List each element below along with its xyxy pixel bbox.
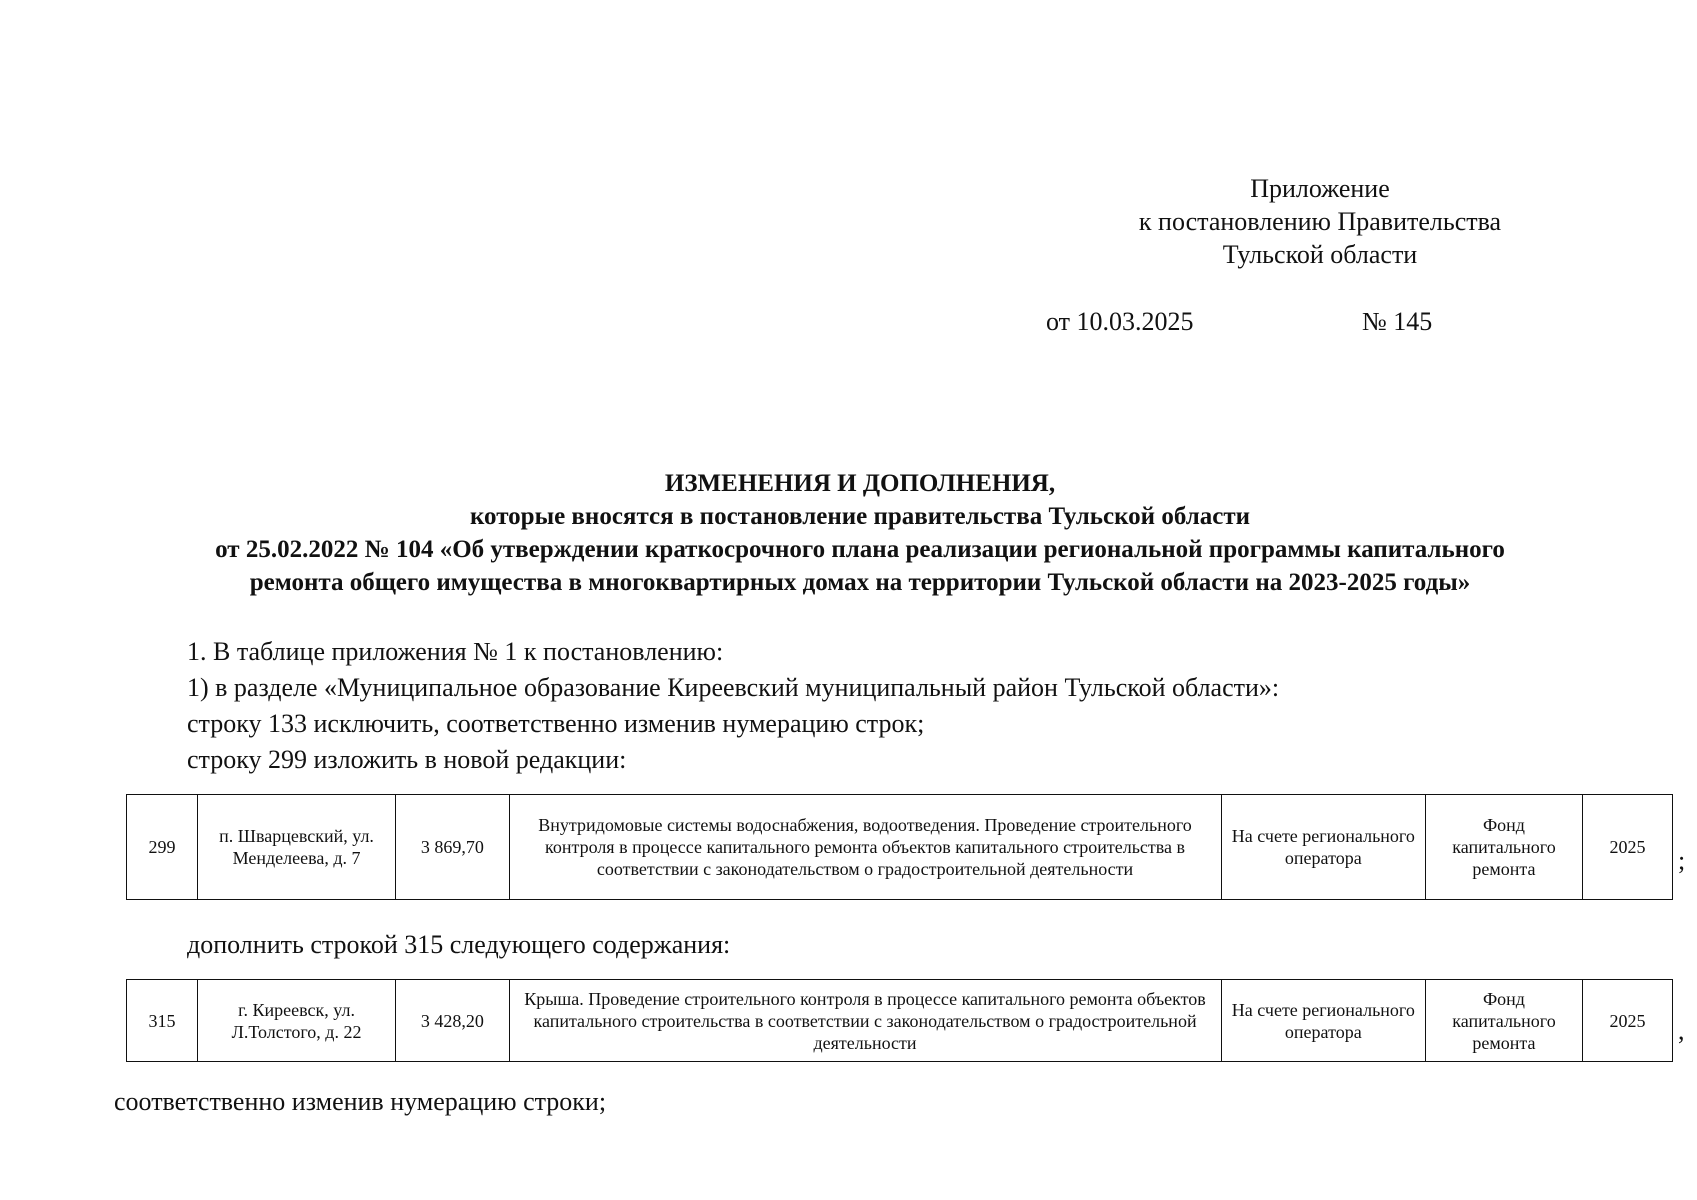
funding-source-cell: Фонд капитального ремонта — [1426, 980, 1583, 1062]
area-cell: 3 869,70 — [396, 795, 509, 900]
title-line-3: от 25.02.2022 № 104 «Об утверждении краткосрочного плана реализации региональной программы капитального — [215, 536, 1505, 563]
document-number: № 145 — [1362, 307, 1433, 336]
account-cell: На счете регионального оператора — [1221, 795, 1426, 900]
works-cell: Крыша. Проведение строительного контроля в процессе капитального ремонта объектов капитального строительства в соответствии с законодательством о градостроительной деятельности — [509, 980, 1221, 1062]
funding-source-cell: Фонд капитального ремонта — [1426, 795, 1583, 900]
paragraph-6: соответственно изменив нумерацию строки; — [114, 1087, 607, 1116]
appendix-header — [1090, 172, 1550, 271]
paragraph-2: 1) в разделе «Муниципальное образование Киреевский муниципальный район Тульской области»: — [187, 673, 1280, 702]
row-number-cell: 299 — [127, 795, 198, 900]
paragraph-1: 1. В таблице приложения № 1 к постановлению: — [187, 637, 724, 666]
table-row — [127, 795, 1673, 900]
paragraph-4: строку 299 изложить в новой редакции: — [187, 745, 627, 774]
table-row — [127, 980, 1673, 1062]
document-title — [100, 467, 1620, 599]
appendix-line-3: Тульской области — [1222, 240, 1418, 269]
paragraph-3: строку 133 исключить, соответственно изменив нумерацию строк; — [187, 709, 925, 738]
appendix-line-2: к постановлению Правительства — [1138, 207, 1502, 236]
table-2-trailing-punctuation: , — [1678, 1016, 1685, 1045]
year-cell: 2025 — [1582, 795, 1672, 900]
title-line-1: ИЗМЕНЕНИЯ И ДОПОЛНЕНИЯ, — [664, 470, 1056, 497]
amendment-table-row-299 — [126, 794, 1673, 900]
table-1-trailing-punctuation: ; — [1678, 846, 1686, 875]
document-date: от 10.03.2025 — [1046, 307, 1194, 336]
amendment-table-row-315 — [126, 979, 1673, 1062]
area-cell: 3 428,20 — [396, 980, 509, 1062]
title-line-2: которые вносятся в постановление правительства Тульской области — [469, 503, 1251, 530]
title-line-4: ремонта общего имущества в многоквартирных домах на территории Тульской области на 2023-2025 годы» — [249, 569, 1471, 596]
address-cell: п. Шварцевский, ул. Менделеева, д. 7 — [197, 795, 395, 900]
works-cell: Внутридомовые системы водоснабжения, водоотведения. Проведение строительного контроля в процессе капитального ремонта объектов капитального строительства в соответствии с законодательством о градостроительной деятельности — [509, 795, 1221, 900]
row-number-cell: 315 — [127, 980, 198, 1062]
year-cell: 2025 — [1582, 980, 1672, 1062]
paragraph-5: дополнить строкой 315 следующего содержания: — [187, 930, 731, 959]
account-cell: На счете регионального оператора — [1221, 980, 1426, 1062]
appendix-line-1: Приложение — [1250, 174, 1390, 203]
address-cell: г. Киреевск, ул. Л.Толстого, д. 22 — [197, 980, 395, 1062]
